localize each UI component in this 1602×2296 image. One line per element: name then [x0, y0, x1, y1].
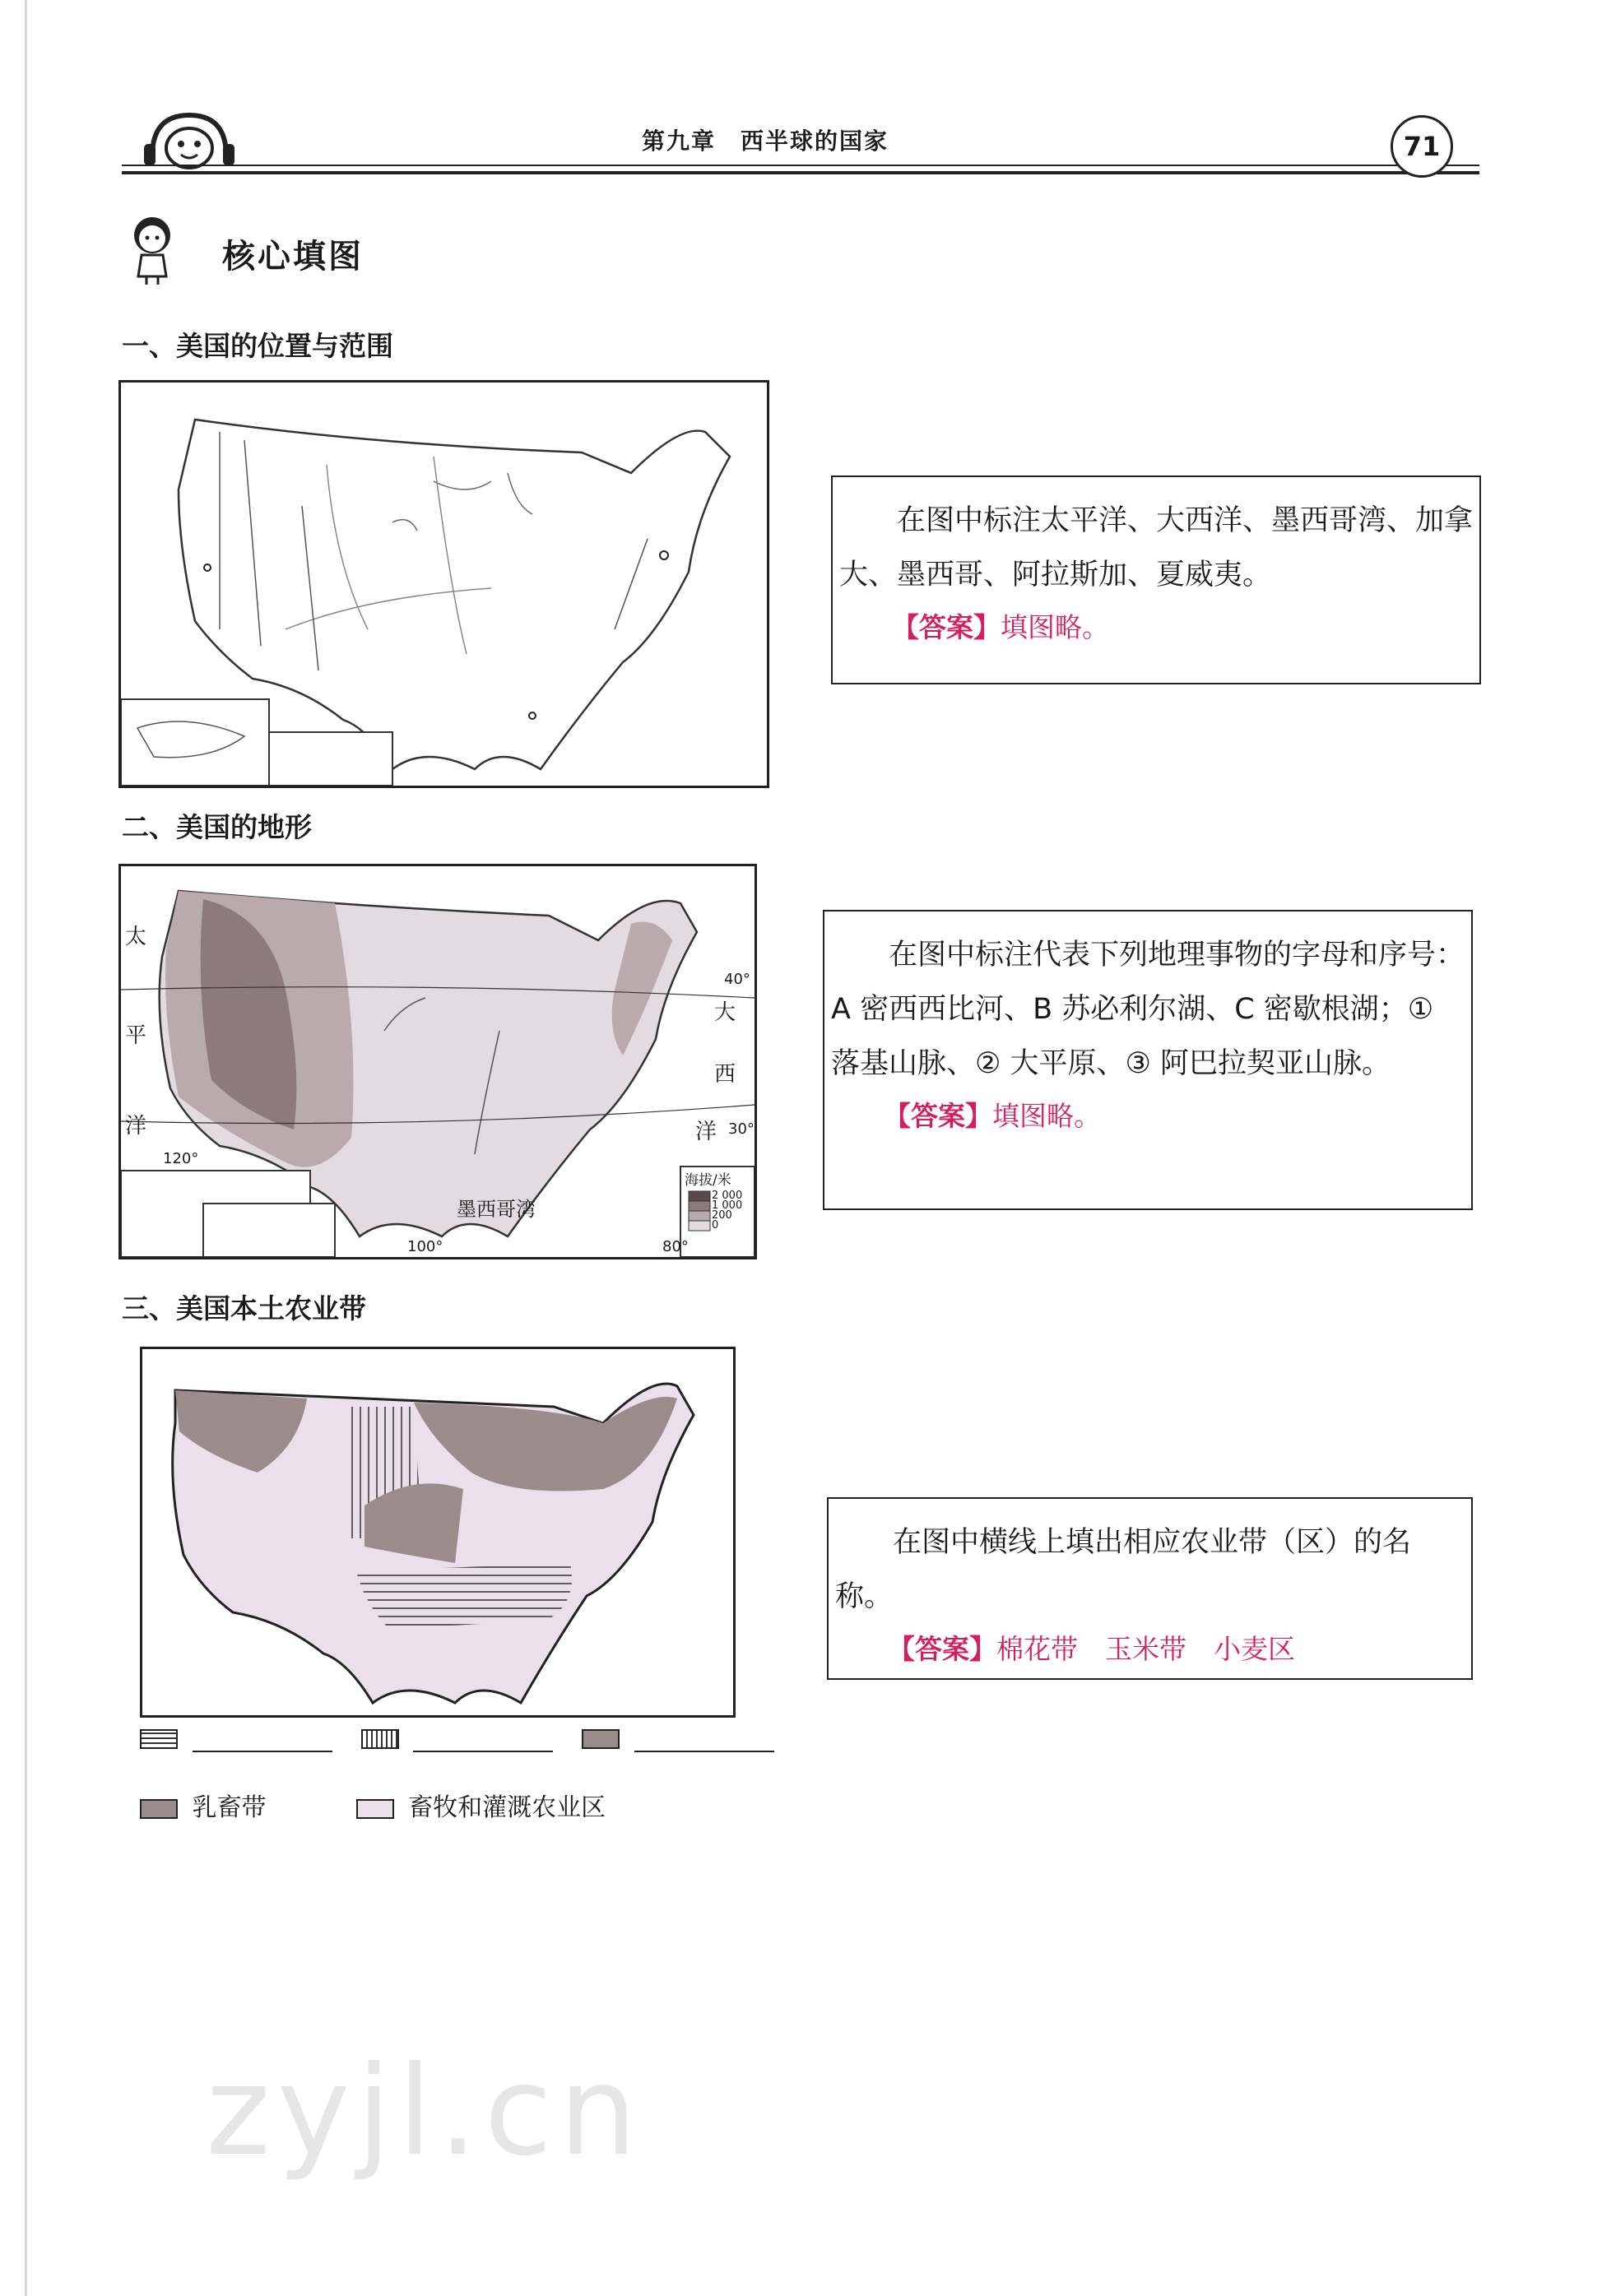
- part2-answer-tag: 【答案】: [884, 1100, 992, 1132]
- part1-answer: [839, 602, 1473, 653]
- lat-30-label: 30°: [728, 1120, 755, 1138]
- part1-title: 一、美国的位置与范围: [122, 330, 393, 362]
- pacific-label-3: 洋: [125, 1114, 147, 1139]
- corn-belt-blank[interactable]: [413, 1726, 553, 1752]
- girl-icon: [123, 212, 181, 286]
- part3-question-box: [827, 1497, 1473, 1680]
- part3-title: 三、美国本土农业带: [122, 1292, 366, 1324]
- us-terrain-map: [118, 864, 757, 1259]
- part2-answer-text: 填图略。: [992, 1100, 1101, 1132]
- part3-answer-tag: 【答案】: [888, 1633, 996, 1665]
- pacific-label-2: 平: [125, 1023, 147, 1048]
- elevation-value-2000: 2 000: [712, 1190, 743, 1202]
- part3-answer-text: 棉花带 玉米带 小麦区: [996, 1633, 1295, 1665]
- part3-question: 在图中横线上填出相应农业带（区）的名称。: [835, 1526, 1412, 1613]
- atlantic-label-2: 西: [714, 1062, 736, 1087]
- header-rule: [122, 171, 1479, 174]
- part1-question: 在图中标注太平洋、大西洋、墨西哥湾、加拿大、墨西哥、阿拉斯加、夏威夷。: [839, 504, 1474, 591]
- lat-40-label: 40°: [724, 971, 750, 988]
- corn-belt-swatch: [361, 1729, 399, 1749]
- part2-question-box: [823, 910, 1473, 1210]
- lon-100-label: 100°: [407, 1238, 443, 1255]
- cotton-belt-swatch: [140, 1729, 178, 1749]
- us-location-map: [118, 380, 769, 788]
- header-logo: [136, 107, 243, 173]
- gulf-label: 墨西哥湾: [457, 1198, 536, 1221]
- elevation-value-1000: 1 000: [712, 1199, 743, 1212]
- elevation-value-200: 200: [712, 1209, 732, 1222]
- part2-title: 二、美国的地形: [122, 811, 312, 843]
- lon-80-label: 80°: [662, 1238, 689, 1255]
- part1-answer-tag: 【答案】: [892, 611, 1001, 643]
- page-edge: [25, 0, 27, 2296]
- section-title: 核心填图: [222, 238, 364, 276]
- elevation-legend-values: [712, 1191, 742, 1231]
- part1-answer-text: 填图略。: [1001, 611, 1109, 643]
- dairy-swatch: [140, 1799, 178, 1819]
- elevation-value-0: 0: [712, 1219, 719, 1231]
- us-agriculture-map: [140, 1347, 736, 1718]
- chapter-title: 第九章 西半球的国家: [642, 128, 889, 155]
- wheat-region-swatch: [582, 1729, 620, 1749]
- part2-question: 在图中标注代表下列地理事物的字母和序号：A 密西西比河、B 苏必利尔湖、C 密歇根湖；① 落基山脉、② 大平原、③ 阿巴拉契亚山脉。: [831, 939, 1465, 1080]
- wheat-region-blank[interactable]: [634, 1726, 774, 1752]
- atlantic-label-1: 大: [714, 1000, 736, 1025]
- header-rule-thin: [122, 165, 1479, 166]
- static-legend: [140, 1787, 606, 1823]
- lon-120-label: 120°: [163, 1150, 199, 1167]
- ranching-label: 畜牧和灌溉农业区: [408, 1793, 606, 1822]
- watermark: zyjl.cn: [206, 2040, 644, 2183]
- pacific-label-1: 太: [125, 925, 147, 949]
- ranching-swatch: [356, 1799, 394, 1819]
- dairy-label: 乳畜带: [192, 1793, 267, 1822]
- atlantic-label-3: 洋: [695, 1120, 717, 1144]
- part3-answer: [835, 1624, 1465, 1675]
- elevation-legend-title: 海拔/米: [685, 1172, 731, 1189]
- part2-answer: [831, 1091, 1465, 1142]
- page-number: 71: [1391, 115, 1453, 178]
- cotton-belt-blank[interactable]: [193, 1726, 332, 1752]
- fill-in-legend: [140, 1723, 774, 1752]
- part1-question-box: [831, 475, 1481, 684]
